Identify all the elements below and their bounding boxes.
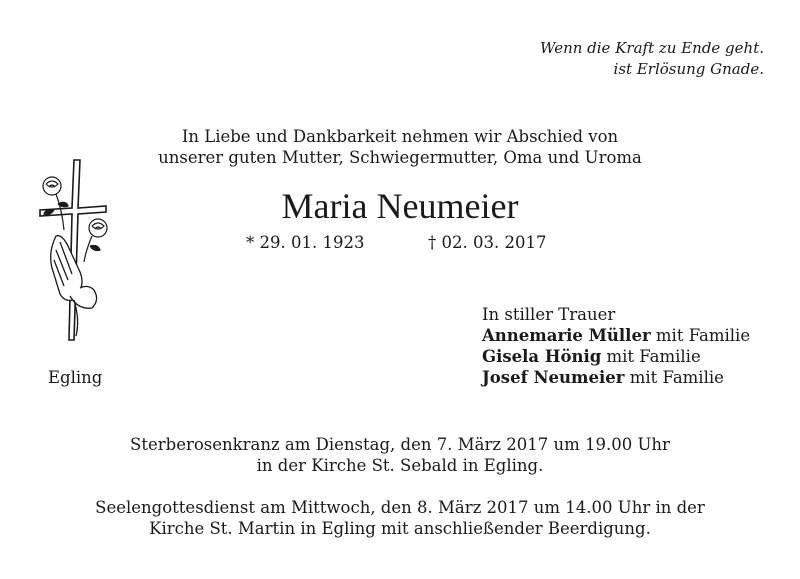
place-name: Egling [48, 368, 103, 387]
mourner-name: Annemarie Müller [482, 326, 651, 345]
requiem-mass [0, 497, 800, 539]
mourner-entry [482, 346, 750, 367]
motto-line-2: ist Erlösung Gnade. [613, 60, 764, 78]
mourner-name: Josef Neumeier [482, 368, 625, 387]
mourner-suffix: mit Familie [655, 326, 751, 345]
death-date: † 02. 03. 2017 [428, 233, 547, 252]
birth-date: * 29. 01. 1923 [246, 233, 365, 252]
mourner-name: Gisela Hönig [482, 347, 602, 366]
motto-line-1: Wenn die Kraft zu Ende geht. [540, 39, 764, 57]
motto [540, 38, 764, 80]
mass-line-1: Seelengottesdienst am Mittwoch, den 8. März 2017 um 14.00 Uhr in der [95, 498, 705, 517]
deceased-name: Maria Neumeier [281, 186, 519, 226]
rosary-line-1: Sterberosenkranz am Dienstag, den 7. März 2017 um 19.00 Uhr [130, 435, 670, 454]
mourner-entry [482, 325, 750, 346]
rosary-service [0, 434, 800, 476]
mourners-heading: In stiller Trauer [482, 305, 616, 324]
rosary-line-2: in der Kirche St. Sebald in Egling. [256, 456, 544, 475]
mourner-entry [482, 367, 750, 388]
cross-roses-praying-hands-icon [34, 150, 124, 350]
intro-line-2: unserer guten Mutter, Schwiegermutter, Oma und Uroma [158, 148, 642, 167]
intro-line-1: In Liebe und Dankbarkeit nehmen wir Abschied von [181, 127, 619, 146]
mourner-suffix: mit Familie [629, 368, 724, 387]
mourners-list [482, 304, 750, 388]
mourner-suffix: mit Familie [606, 347, 701, 366]
mass-line-2: Kirche St. Martin in Egling mit anschließender Beerdigung. [149, 519, 651, 538]
